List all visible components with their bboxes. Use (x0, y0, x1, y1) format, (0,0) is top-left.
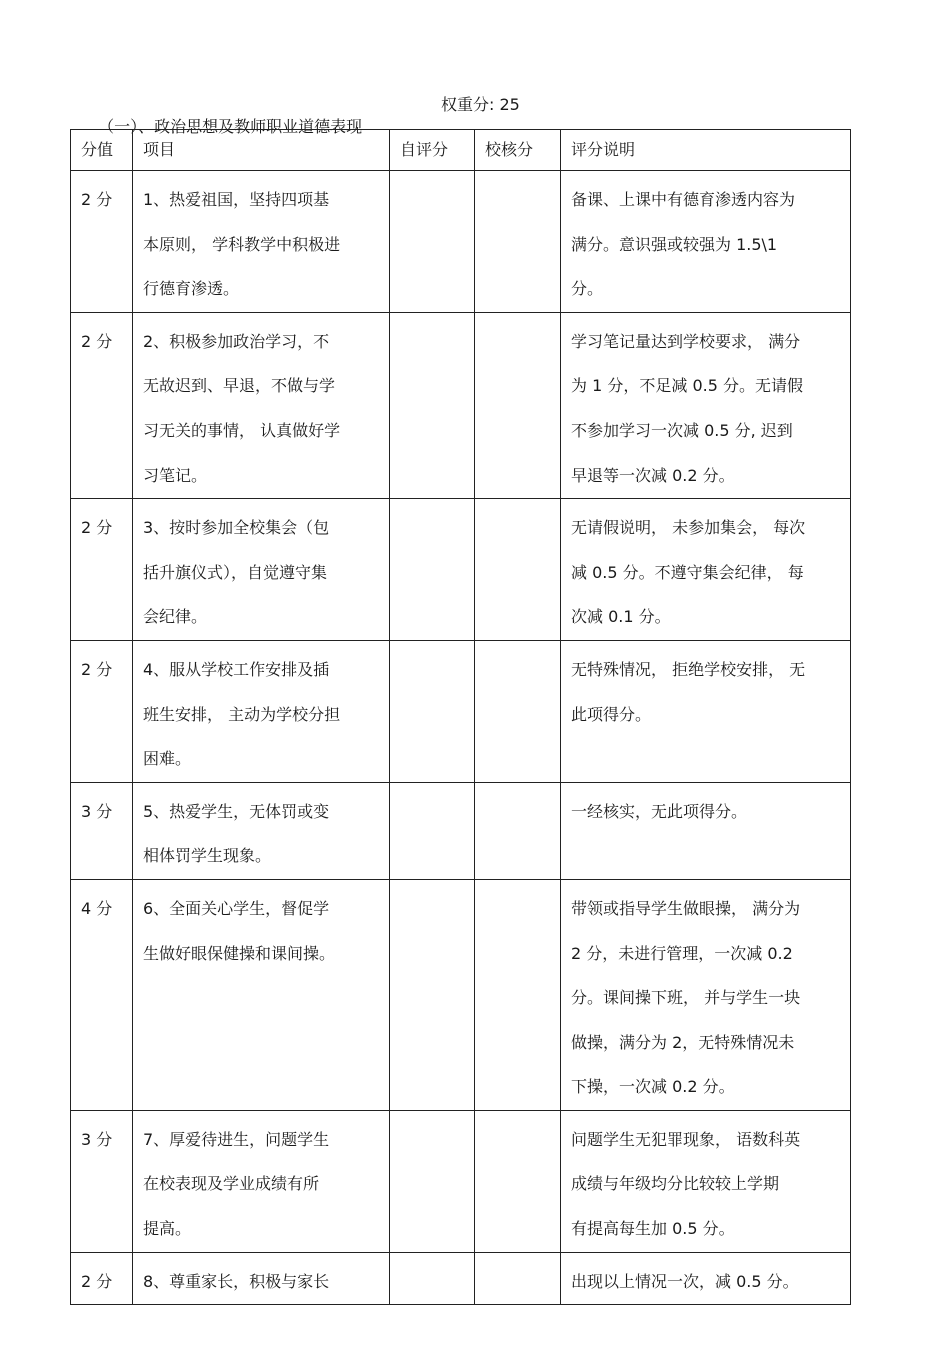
note-cell (561, 499, 851, 641)
note-cell-line: 学习笔记量达到学校要求， 满分 (571, 331, 801, 351)
note-cell (561, 640, 851, 782)
item-cell-line: 在校表现及学业成绩有所 (143, 1174, 320, 1194)
score-cell: 3 分 (71, 782, 133, 879)
note-cell-line: 早退等一次减 0.2 分。 (571, 465, 735, 485)
item-cell-line: 4、服从学校工作安排及插 (143, 659, 330, 679)
item-cell-line: 6、全面关心学生，督促学 (143, 898, 330, 918)
self-score-cell (390, 1110, 475, 1252)
item-cell-line: 7、厚爱待进生，问题学生 (143, 1129, 330, 1149)
check-score-cell (475, 312, 561, 498)
check-score-cell (475, 879, 561, 1110)
item-cell-line: 8、尊重家长，积极与家长 (143, 1271, 330, 1291)
item-cell-line: 5、热爱学生，无体罚或变 (143, 801, 330, 821)
header-score: 分值 (71, 130, 133, 171)
note-cell-line: 无请假说明， 未参加集会， 每次 (571, 518, 806, 538)
table-row (71, 1252, 851, 1305)
note-cell-line: 备课、上课中有德育渗透内容为 (571, 190, 796, 209)
table-row (71, 640, 851, 782)
item-cell-line: 习笔记。 (143, 465, 208, 485)
self-score-cell (390, 1252, 475, 1305)
item-cell-line: 无故迟到、早退，不做与学 (143, 376, 336, 396)
note-cell (561, 782, 851, 879)
item-cell-line: 2、积极参加政治学习，不 (143, 331, 330, 351)
score-cell: 3 分 (71, 1110, 133, 1252)
table-row (71, 312, 851, 498)
header-self-score: 自评分 (390, 130, 475, 171)
self-score-cell (390, 879, 475, 1110)
table-row (71, 171, 851, 313)
item-cell-line: 会纪律。 (143, 607, 208, 627)
note-cell-line: 为 1 分，不足减 0.5 分。无请假 (571, 376, 803, 396)
item-cell (133, 499, 390, 641)
check-score-cell (475, 1110, 561, 1252)
self-score-cell (390, 499, 475, 641)
item-cell-line: 括升旗仪式），自觉遵守集 (143, 562, 328, 582)
weight-label: 权重分: 25 (441, 95, 520, 114)
note-cell-line: 减 0.5 分。不遵守集会纪律， 每 (571, 562, 804, 582)
note-cell (561, 1252, 851, 1305)
note-cell (561, 312, 851, 498)
item-cell (133, 1110, 390, 1252)
self-score-cell (390, 312, 475, 498)
note-cell-line: 出现以上情况一次，减 0.5 分。 (571, 1271, 799, 1291)
check-score-cell (475, 782, 561, 879)
score-cell: 2 分 (71, 312, 133, 498)
item-cell-line: 班生安排， 主动为学校分担 (143, 704, 341, 724)
score-cell: 2 分 (71, 499, 133, 641)
note-cell-line: 此项得分。 (571, 704, 652, 724)
note-cell (561, 171, 851, 313)
section-title: （一）、政治思想及教师职业道德表现 (98, 117, 363, 136)
note-cell-line: 有提高每生加 0.5 分。 (571, 1219, 735, 1239)
header-check-score: 校核分 (475, 130, 561, 171)
item-cell-line: 相体罚学生现象。 (143, 846, 272, 866)
item-cell-line: 生做好眼保健操和课间操。 (143, 943, 336, 963)
item-cell-line: 本原则， 学科教学中积极进 (143, 234, 341, 254)
item-cell-line: 行德育渗透。 (143, 279, 240, 299)
table-row (71, 1110, 851, 1252)
evaluation-table (70, 129, 851, 1305)
note-cell-line: 带领或指导学生做眼操， 满分为 (571, 898, 801, 918)
item-cell-line: 困难。 (143, 749, 192, 769)
note-cell-line: 次减 0.1 分。 (571, 607, 671, 627)
item-cell (133, 312, 390, 498)
note-cell (561, 1110, 851, 1252)
note-cell-line: 成绩与年级均分比较较上学期 (571, 1174, 780, 1194)
header-item: 项目 (133, 130, 390, 171)
header-note: 评分说明 (561, 130, 851, 171)
item-cell (133, 879, 390, 1110)
note-cell (561, 879, 851, 1110)
check-score-cell (475, 640, 561, 782)
score-cell: 2 分 (71, 1252, 133, 1305)
note-cell-line: 做操，满分为 2，无特殊情况未 (571, 1032, 795, 1052)
table-row (71, 782, 851, 879)
table-header-row (71, 130, 851, 171)
check-score-cell (475, 1252, 561, 1305)
self-score-cell (390, 171, 475, 313)
note-cell-line: 下操，一次减 0.2 分。 (571, 1077, 735, 1097)
check-score-cell (475, 499, 561, 641)
item-cell-line: 1、热爱祖国，坚持四项基 (143, 190, 330, 209)
item-cell (133, 171, 390, 313)
note-cell-line: 满分。意识强或较强为 1.5\1 (571, 234, 778, 254)
item-cell-line: 习无关的事情， 认真做好学 (143, 420, 341, 440)
note-cell-line: 分。课间操下班， 并与学生一块 (571, 988, 801, 1008)
score-cell: 2 分 (71, 171, 133, 313)
self-score-cell (390, 782, 475, 879)
item-cell (133, 1252, 390, 1305)
note-cell-line: 2 分，未进行管理，一次减 0.2 (571, 943, 793, 963)
self-score-cell (390, 640, 475, 782)
item-cell-line: 3、按时参加全校集会（包 (143, 518, 330, 538)
score-cell: 4 分 (71, 879, 133, 1110)
note-cell-line: 问题学生无犯罪现象， 语数科英 (571, 1129, 801, 1149)
table-row (71, 879, 851, 1110)
item-cell (133, 782, 390, 879)
item-cell (133, 640, 390, 782)
table-row (71, 499, 851, 641)
note-cell-line: 无特殊情况， 拒绝学校安排， 无 (571, 659, 806, 679)
note-cell-line: 一经核实，无此项得分。 (571, 801, 748, 821)
note-cell-line: 分。 (571, 279, 604, 299)
score-cell: 2 分 (71, 640, 133, 782)
note-cell-line: 不参加学习一次减 0.5 分, 迟到 (571, 420, 793, 440)
item-cell-line: 提高。 (143, 1219, 192, 1239)
check-score-cell (475, 171, 561, 313)
